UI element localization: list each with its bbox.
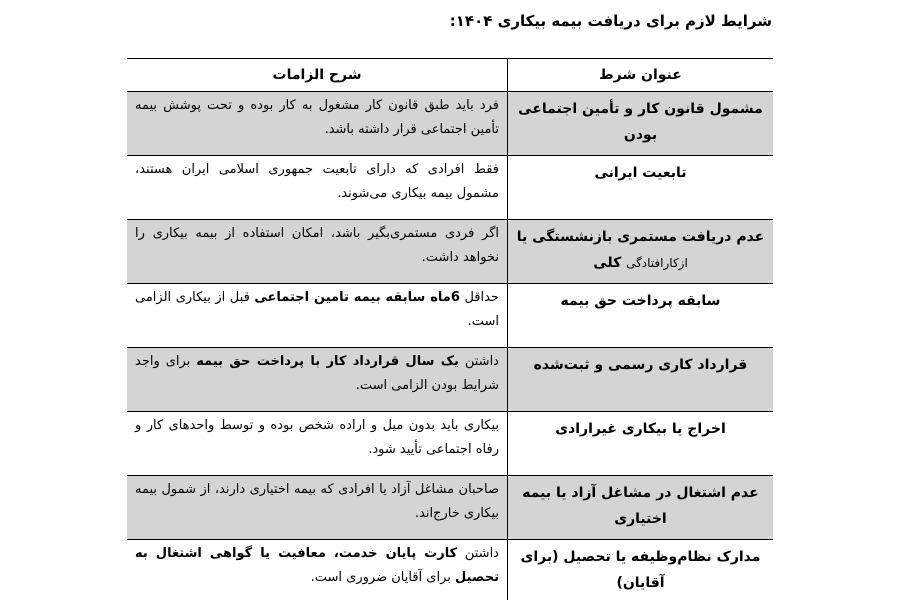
condition-main: عدم دریافت مستمری بازنشستگی یا [516,229,765,245]
condition-cell: اخراج یا بیکاری غیرارادی [508,412,774,476]
table-row [127,348,773,412]
table-row [127,284,773,348]
table-header-row [127,59,773,92]
table-row [127,476,773,540]
description-suffix: برای واجد شرایط بودن الزامی است. [135,354,499,393]
condition-sub-bold: کلی [593,255,622,271]
description-bold: 6ماه سابقه بیمه تامین اجتماعی [254,290,460,305]
header-condition: عنوان شرط [508,59,774,92]
description-cell: بیکاری باید بدون میل و اراده شخص بوده و توسط واحدهای کار و رفاه اجتماعی تأیید شود. [127,412,508,476]
description-suffix: برای آقایان ضروری است. [310,570,451,585]
description-cell: فقط افرادی که دارای تابعیت جمهوری اسلامی ایران هستند، مشمول بیمه بیکاری می‌شوند. [127,156,508,220]
condition-sub: ازکارافتادگی [626,256,688,270]
table-row [127,92,773,156]
condition-cell: تابعیت ایرانی [508,156,774,220]
description-suffix: قبل از بیکاری الزامی است. [135,290,499,329]
description-prefix: داشتن [464,354,499,369]
condition-cell: قرارداد کاری رسمی و ثبت‌شده [508,348,774,412]
table-row [127,540,773,600]
condition-cell [508,220,774,284]
description-bold: کارت پایان خدمت، معافیت یا گواهی اشتغال به تحصیل [135,546,499,585]
description-cell: اگر فردی مستمری‌بگیر باشد، امکان استفاده از بیمه بیکاری را نخواهد داشت. [127,220,508,284]
description-cell [127,284,508,348]
description-prefix: حداقل [464,290,499,305]
description-cell: صاحبان مشاغل آزاد یا افرادی که بیمه اختیاری دارند، از شمول بیمه بیکاری خارج‌اند. [127,476,508,540]
condition-cell: مشمول قانون کار و تأمین اجتماعی بودن [508,92,774,156]
table-row [127,412,773,476]
table-row [127,220,773,284]
header-description: شرح الزامات [127,59,508,92]
description-cell [127,348,508,412]
description-cell [127,540,508,600]
table-row [127,156,773,220]
condition-cell: سابقه پرداخت حق بیمه [508,284,774,348]
condition-cell: مدارک نظام‌وظیفه یا تحصیل (برای آقایان) [508,540,774,600]
description-cell: فرد باید طبق قانون کار مشغول به کار بوده و تحت پوشش بیمه تأمین اجتماعی قرار داشته باشد. [127,92,508,156]
requirements-table [127,58,773,600]
description-prefix: داشتن [464,546,499,561]
condition-cell: عدم اشتغال در مشاغل آزاد یا بیمه اختیاری [508,476,774,540]
description-bold: یک سال قرارداد کار با پرداخت حق بیمه [196,354,459,369]
document-title: شرایط لازم برای دریافت بیمه بیکاری ۱۴۰۴: [449,12,772,30]
